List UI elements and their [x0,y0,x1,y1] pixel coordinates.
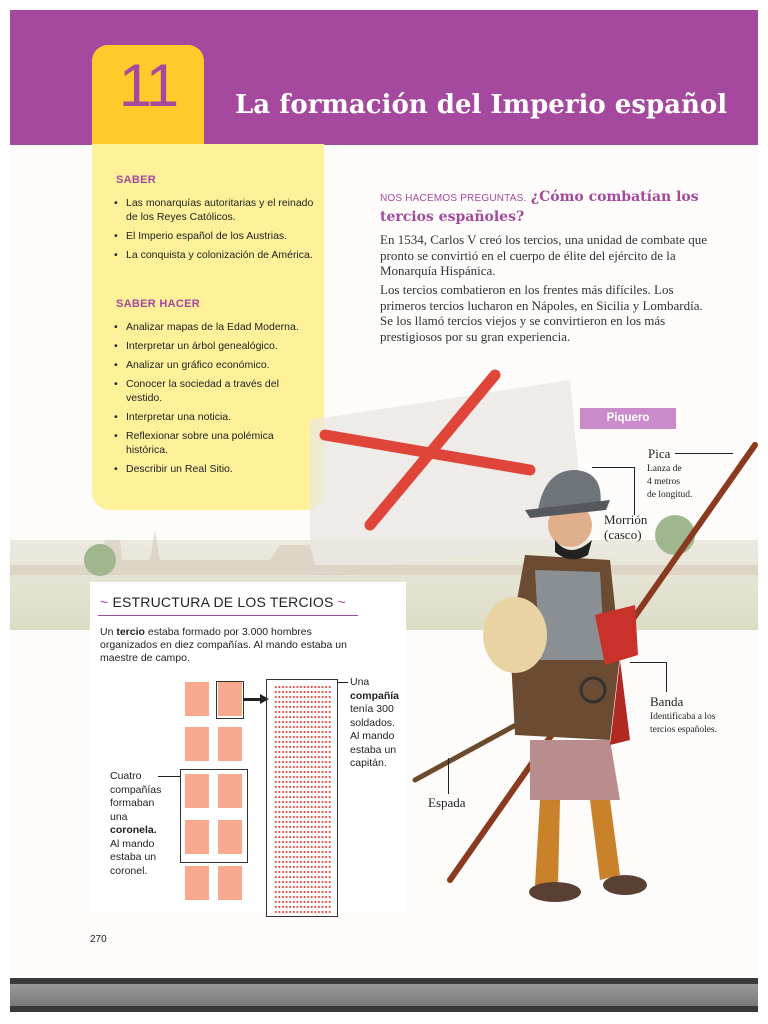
soldier-dot-row [274,701,332,703]
leader-line [675,453,733,454]
company-square [185,682,209,716]
caption-line: una [110,810,128,823]
estructura-intro [100,626,350,665]
soldier-dot-row [274,741,332,743]
scan-bottom-edge [10,978,758,1012]
tree [84,544,116,576]
label-banda: Banda [650,694,684,709]
soldier-dot-row [274,821,332,823]
caption-line: Al mando [110,837,155,850]
soldier-dot-row [274,776,332,778]
soldier-dot-row [274,711,332,713]
flag [310,380,585,575]
label-line: (casco) [604,527,642,542]
company-square [218,866,242,900]
label-line: 4 metros [647,477,680,487]
leader-line [634,467,635,515]
caption-line: coronela. [110,824,157,836]
breastplate [535,570,605,660]
label-pica-desc [647,463,707,502]
soldier-dot-row [274,886,332,888]
label-espada: Espada [428,795,466,810]
right-boot [603,875,647,895]
soldier-dot-row [274,751,332,753]
company-square [218,727,242,761]
soldier-dot-row [274,811,332,813]
leader-line [666,662,667,692]
soldier-dot-row [274,861,332,863]
left-boot [529,882,581,902]
piquero-tag: Piquero [580,408,676,429]
soldier-dot-row [274,706,332,708]
list-item: • Reflexionar sobre una polémica histórica. [114,429,314,457]
caption-line: coronel. [110,864,148,877]
soldier-dot-row [274,756,332,758]
coronela-caption [110,770,180,878]
soldier-dot-row [274,901,332,903]
list-item: • La conquista y colonización de América. [114,248,314,262]
soldier-dot-row [274,736,332,738]
chapter-title: La formación del Imperio español [235,90,728,120]
list-item: • Interpretar una noticia. [114,410,314,424]
caption-line: compañías [110,783,162,796]
chapter-header [10,10,758,145]
company-square [185,866,209,900]
soldier-dot-row [274,871,332,873]
list-item: • Analizar un gráfico económico. [114,358,314,372]
soldier-dot-row [274,896,332,898]
caption-line: Al mando [350,730,395,742]
company-square [185,727,209,761]
soldier-dot-row [274,761,332,763]
title-underline [98,615,358,616]
soldier-dot-row [274,721,332,723]
soldier-dot-row [274,786,332,788]
textbook-page [10,10,758,980]
label-morrion [604,512,647,542]
caption-line: capitán. [350,757,387,769]
coronela-frame [180,769,248,863]
leader-line [592,467,634,468]
swirl-icon: ~ [337,594,346,610]
leader-line [338,682,348,683]
soldier-dot-row [274,846,332,848]
left-leg [535,800,560,885]
soldier-dot-row [274,851,332,853]
soldier-dot-row [274,726,332,728]
intro-bold: tercio [116,626,145,638]
soldier-dot-row [274,856,332,858]
right-leg [590,800,620,880]
caption-line: compañía [350,689,400,702]
estructura-title [100,594,346,610]
unit-number-tab [92,45,204,145]
intro-paragraph-2: Los tercios combatieron en los frentes más difíciles. Los primeros tercios lucharon en Nápoles, en Sicilia y Lombardía. Se los llamó tercios viejos y se convirtieron en los más prestigiosos por su gran experiencia. [380,282,703,344]
label-pica: Pica [648,446,671,461]
list-item: • Conocer la sociedad a través del vestido. [114,377,314,405]
soldier-dot-row [274,731,332,733]
scan-bottom-edge-inner [10,984,758,1006]
caption-line: soldados. [350,716,395,729]
saber-hacer-heading: SABER HACER [116,298,200,310]
selected-company-frame [216,681,244,719]
caption-line: Cuatro [110,770,142,782]
soldier-dot-row [274,691,332,693]
leader-line [630,662,666,663]
soldier-dot-row [274,766,332,768]
caption-line: formaban [110,797,155,809]
compania-caption [350,676,410,771]
soldier-dot-row [274,831,332,833]
caption-line: tenía 300 [350,703,394,715]
soldier-dot-row [274,881,332,883]
intro-text: Un [100,626,117,638]
label-line: de longitud. [647,490,693,500]
estructura-box [90,582,406,912]
label-line: Identificaba a los [650,712,716,722]
soldier-dot-row [274,781,332,783]
saber-heading: SABER [116,174,157,186]
label-banda-desc [650,711,740,737]
list-item: • Analizar mapas de la Edad Moderna. [114,320,314,334]
soldier-dot-row [274,771,332,773]
soldier-dot-row [274,746,332,748]
soldier-dot-row [274,796,332,798]
soldier-dot-row [274,906,332,908]
list-item: • Describir un Real Sitio. [114,462,314,476]
caption-line: estaba un [110,851,157,863]
page-number: 270 [90,934,107,945]
list-item: • Interpretar un árbol genealógico. [114,339,314,353]
intro-text: estaba formado por 3.000 hombres organizados en diez compañías. Al mando estaba un maestre de campo. [100,626,347,664]
soldier-dot-row [274,826,332,828]
soldier-dot-row [274,806,332,808]
soldier-dot-row [274,686,332,688]
soldier-dot-row [274,836,332,838]
list-item: • Las monarquías autoritarias y el reinado de los Reyes Católicos. [114,196,314,224]
soldier-dot-row [274,841,332,843]
caption-line: estaba un [350,743,397,756]
sack [483,597,547,673]
soldier-dot-row [274,876,332,878]
estructura-title-text: ESTRUCTURA DE LOS TERCIOS [112,594,334,610]
intro-paragraph-1: En 1534, Carlos V creó los tercios, una unidad de combate que pronto se convirtió en el cuerpo de élite del ejército de la Monarquía Hispánica. [380,232,707,278]
soldier-dot-row [274,801,332,803]
soldier-dot-row [274,866,332,868]
label-line: Lanza de [647,464,682,474]
soldier-dot-row [274,791,332,793]
soldier-dot-row [274,911,332,913]
list-item: • El Imperio español de los Austrias. [114,229,314,243]
company-soldiers-grid [266,679,338,917]
label-line: Morrión [604,512,648,527]
soldier-dot-row [274,816,332,818]
question-main: ¿Cómo combatían los tercios españoles? [380,189,699,225]
question-heading [380,188,710,226]
caption-line: Una [350,676,370,688]
saber-list [114,196,314,267]
unit-number: 11 [118,52,178,119]
label-line: tercios españoles. [650,725,718,735]
leader-line [448,758,449,794]
soldier-dot-row [274,891,332,893]
soldier-dot-row [274,716,332,718]
breeches [530,740,620,800]
swirl-icon: ~ [100,594,109,610]
soldier-dot-row [274,696,332,698]
question-prefix: NOS HACEMOS PREGUNTAS. [380,193,527,204]
